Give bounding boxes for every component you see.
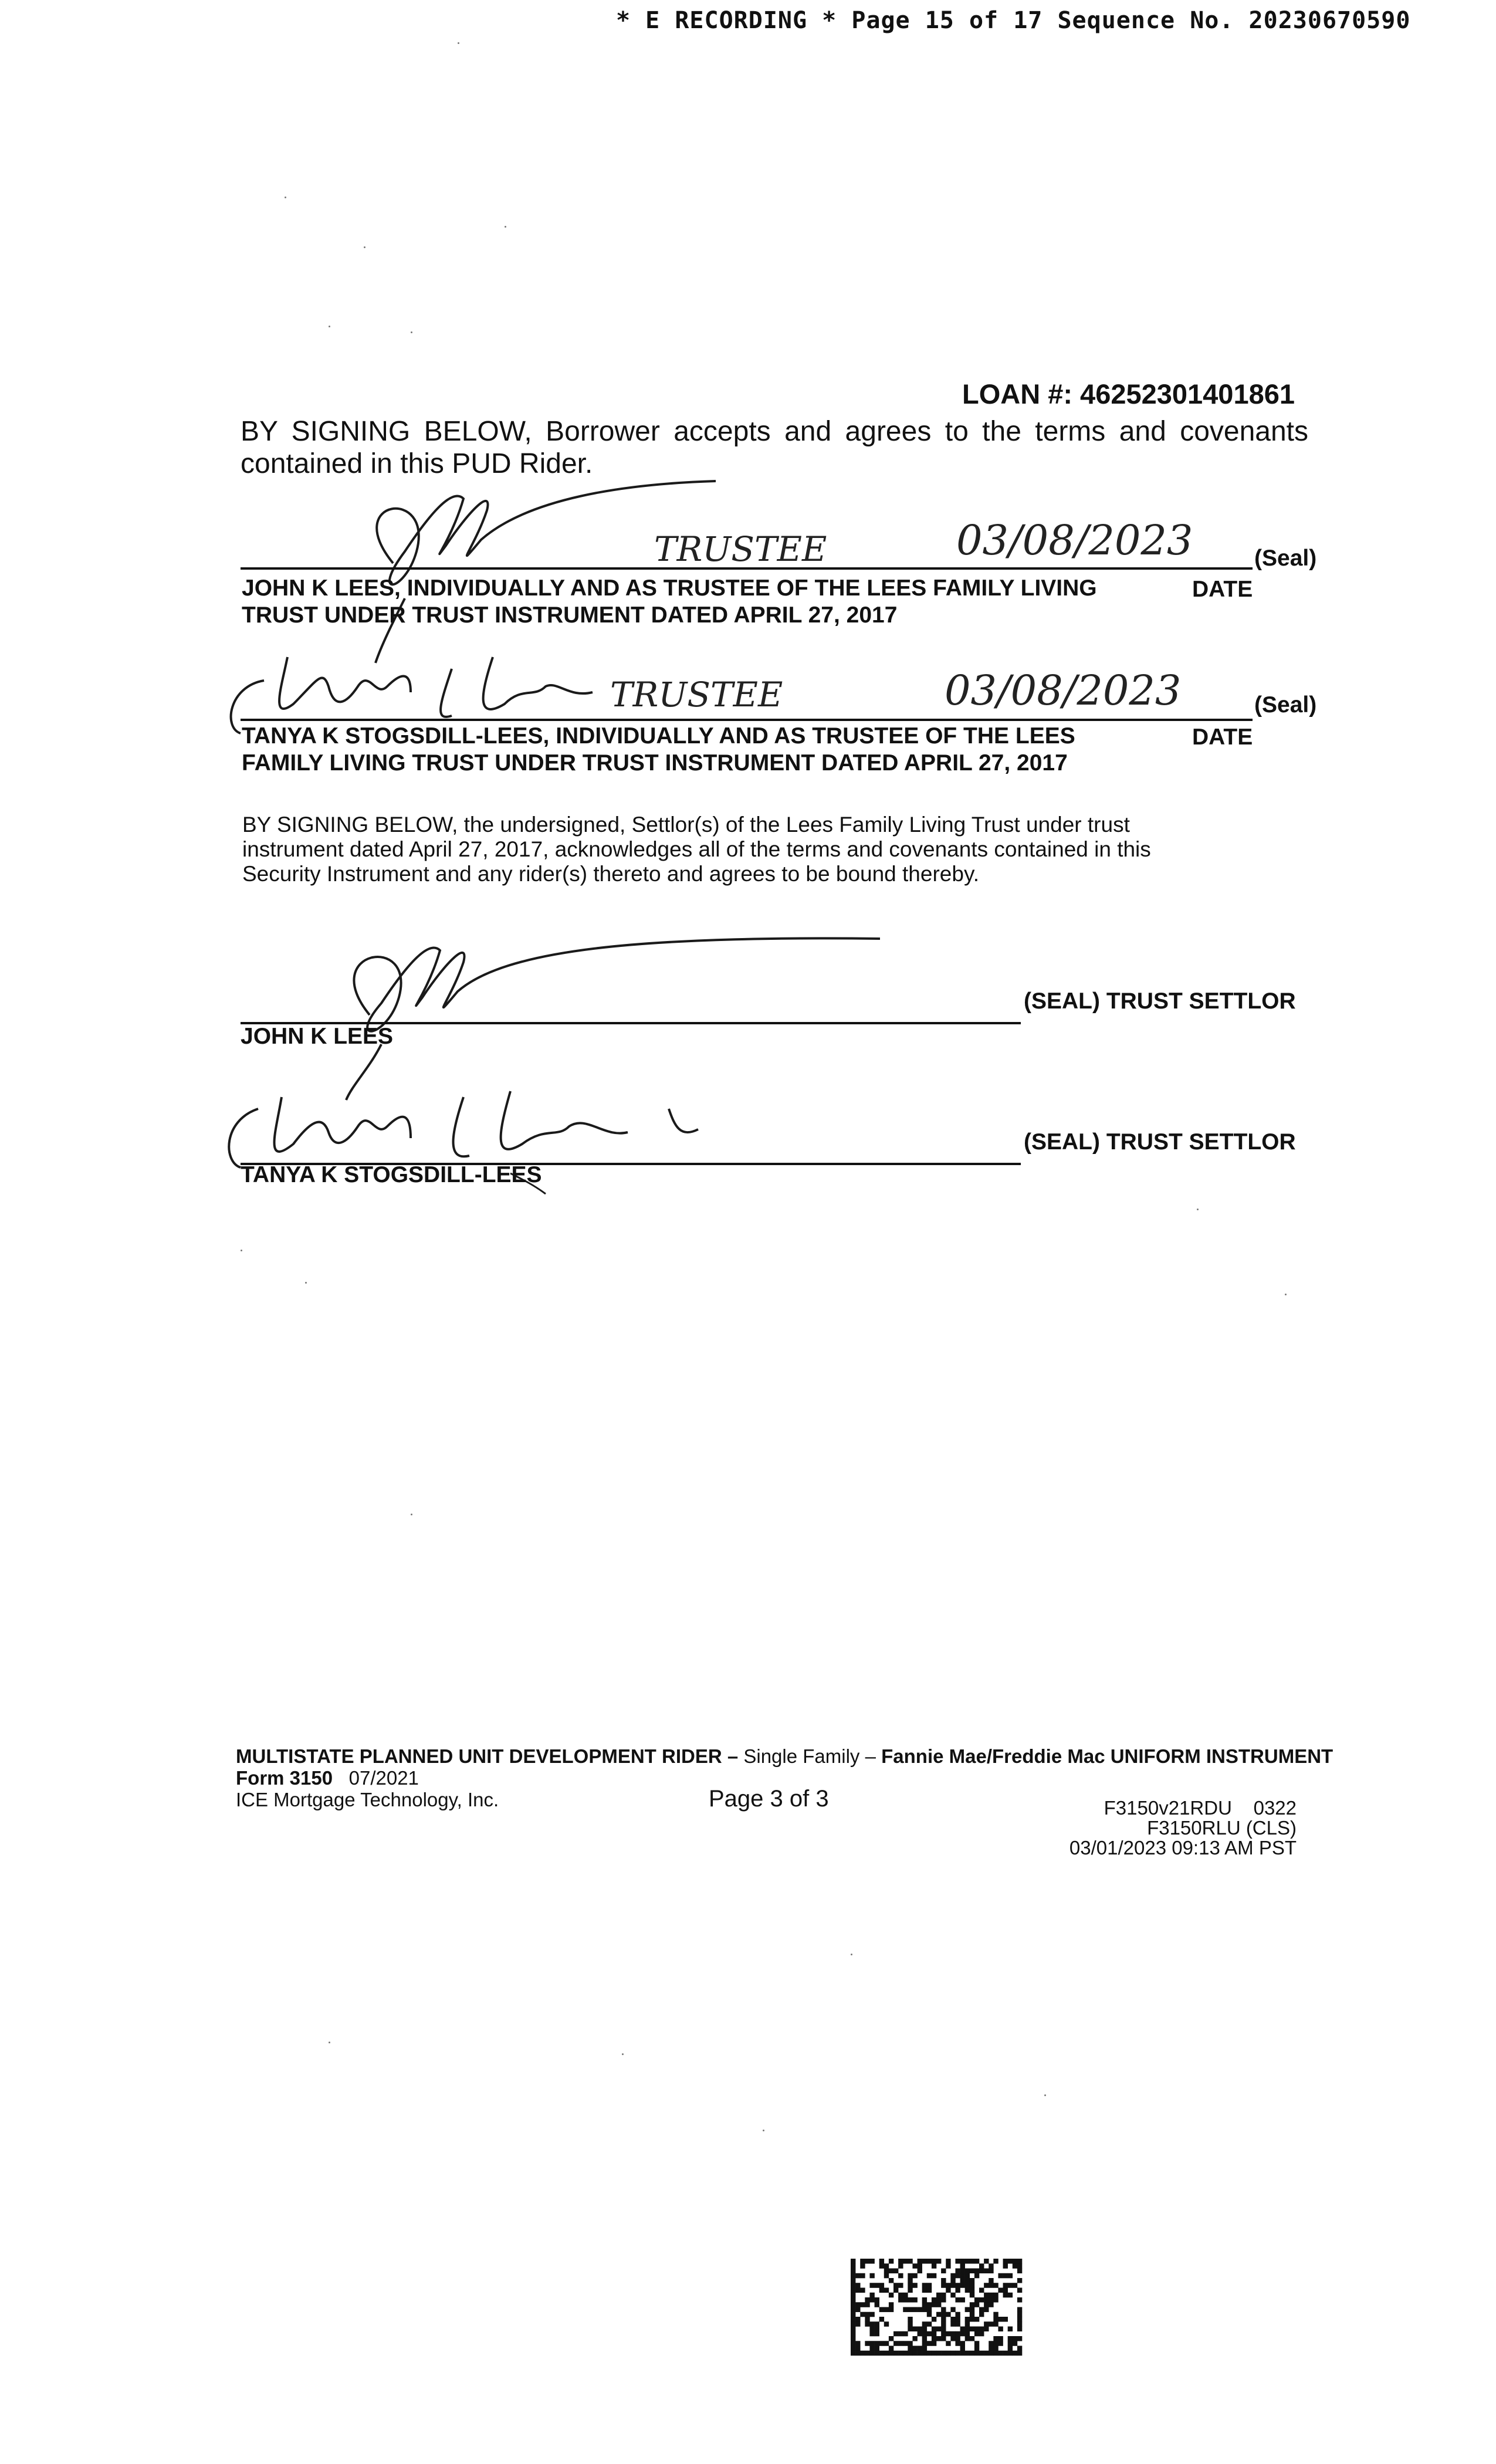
scan-speck — [1044, 2094, 1046, 2096]
footer-page-number: Page 3 of 3 — [709, 1786, 829, 1812]
scan-speck — [1197, 1209, 1199, 1210]
borrower-intro-line1: BY SIGNING BELOW, Borrower accepts and agrees to the terms and covenants — [241, 416, 1308, 447]
footer-form-date: 07/2021 — [348, 1767, 419, 1789]
scan-speck — [1285, 1294, 1287, 1295]
settlor2-name: TANYA K STOGSDILL-LEES — [241, 1162, 542, 1187]
footer-form-title — [236, 1745, 1333, 1767]
settlor-line3: Security Instrument and any rider(s) thereto and agrees to be bound thereby. — [242, 862, 979, 886]
footer-form-label: Form 3150 — [236, 1767, 333, 1789]
footer-code2: F3150RLU (CLS) — [1147, 1817, 1297, 1839]
signer2-date-label: DATE — [1192, 725, 1253, 750]
settlor-acknowledgement-paragraph — [242, 813, 1298, 886]
signer1-name-line1: JOHN K LEES, INDIVIDUALLY AND AS TRUSTEE OF THE LEES FAMILY LIVING — [242, 576, 1097, 601]
signer1-seal-label: (Seal) — [1254, 546, 1317, 571]
scan-speck — [505, 226, 506, 228]
scan-speck — [329, 2042, 330, 2043]
loan-number: LOAN #: 46252301401861 — [962, 378, 1295, 409]
scan-speck — [285, 197, 286, 198]
data-matrix-barcode — [851, 2259, 1022, 2355]
footer-timestamp: 03/01/2023 09:13 AM PST — [1069, 1837, 1297, 1859]
footer-code1: F3150v21RDU 0322 — [1104, 1797, 1297, 1819]
signer1-handwritten-date: 03/08/2023 — [956, 516, 1193, 564]
footer-title-mid: Single Family – — [738, 1745, 882, 1767]
signer1-name-line2: TRUST UNDER TRUST INSTRUMENT DATED APRIL 27, 2017 — [242, 603, 898, 628]
scan-speck — [411, 331, 412, 333]
signer1-handwritten-title: TRUSTEE — [654, 529, 827, 569]
scan-speck — [622, 2053, 624, 2055]
signer2-handwritten-date: 03/08/2023 — [945, 666, 1182, 715]
borrower-intro-line2: contained in this PUD Rider. — [241, 448, 593, 479]
signer2-seal-label: (Seal) — [1254, 692, 1317, 717]
settlor1-seal-label: (SEAL) TRUST SETTLOR — [1024, 989, 1296, 1014]
settlor-line2: instrument dated April 27, 2017, acknowledges all of the terms and covenants contained in this — [242, 837, 1151, 861]
signer2-signature-line — [241, 719, 1253, 721]
signer1-date-label: DATE — [1192, 577, 1253, 602]
scan-speck — [851, 1954, 852, 1955]
signer2-handwritten-title: TRUSTEE — [610, 675, 783, 715]
settlor2-seal-label: (SEAL) TRUST SETTLOR — [1024, 1129, 1296, 1155]
recording-header: * E RECORDING * Page 15 of 17 Sequence No. 20230670590 — [616, 7, 1411, 34]
settlor1-name: JOHN K LEES — [241, 1024, 394, 1049]
scan-speck — [241, 1250, 242, 1251]
scan-speck — [329, 326, 330, 327]
footer-form-number — [236, 1767, 419, 1789]
signer2-name-line1: TANYA K STOGSDILL-LEES, INDIVIDUALLY AND AS TRUSTEE OF THE LEES — [242, 723, 1075, 749]
scan-speck — [411, 1514, 412, 1515]
footer-title-bold: MULTISTATE PLANNED UNIT DEVELOPMENT RIDER – — [236, 1745, 739, 1767]
footer-title-bold2: Fannie Mae/Freddie Mac UNIFORM INSTRUMENT — [881, 1745, 1333, 1767]
scan-speck — [763, 2130, 764, 2131]
signer1-signature-line — [241, 567, 1253, 570]
settlor-line1: BY SIGNING BELOW, the undersigned, Settlor(s) of the Lees Family Living Trust under trust — [242, 813, 1130, 837]
signer2-name-line2: FAMILY LIVING TRUST UNDER TRUST INSTRUMENT DATED APRIL 27, 2017 — [242, 750, 1068, 776]
footer-company: ICE Mortgage Technology, Inc. — [236, 1789, 499, 1810]
borrower-acceptance-paragraph — [241, 415, 1308, 480]
scan-speck — [458, 42, 459, 44]
scan-speck — [364, 246, 365, 248]
scan-speck — [305, 1282, 307, 1284]
